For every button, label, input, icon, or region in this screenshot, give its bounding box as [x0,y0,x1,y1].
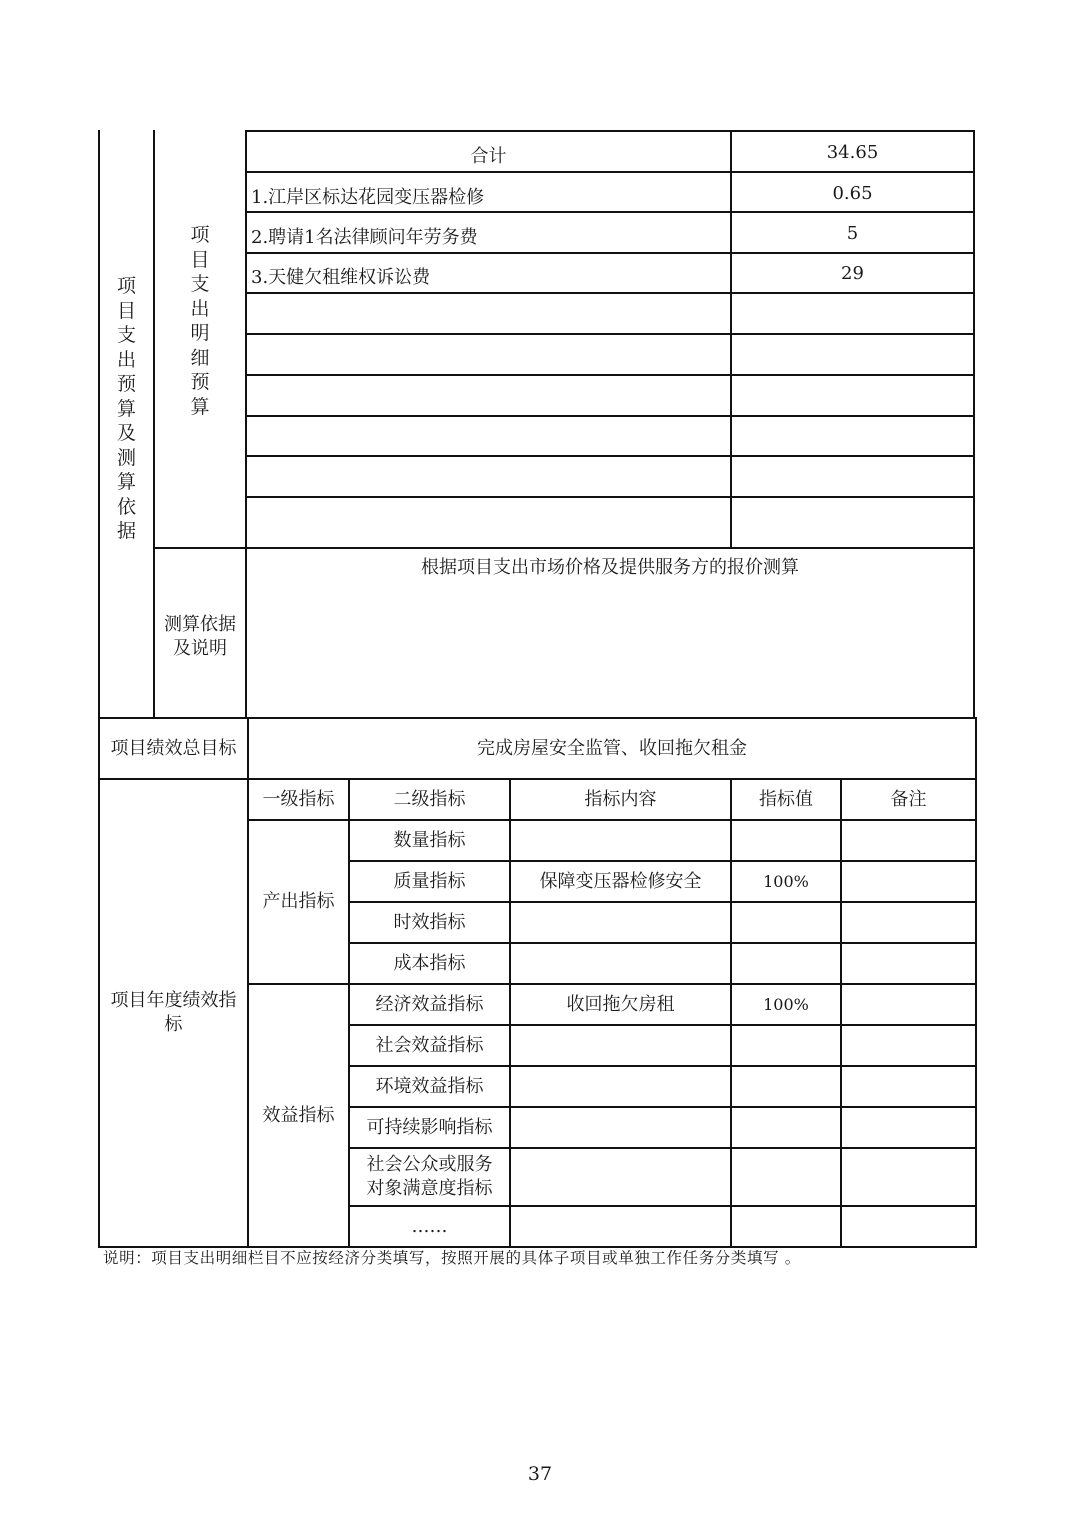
label-char: 支 [116,324,136,346]
grid-line [245,333,975,335]
value-cell [731,1148,841,1206]
value-cell [731,820,841,861]
content-cell [510,1025,731,1066]
note-cell [841,1025,976,1066]
label-char: 明 [190,322,210,344]
level2-cell: 社会效益指标 [349,1025,510,1066]
level2-cell: 环境效益指标 [349,1066,510,1107]
grid-line [245,211,975,213]
label-char: 算 [116,397,136,420]
note-cell [841,820,976,861]
content-cell: 保障变压器检修安全 [510,861,731,902]
border-right [973,130,975,718]
label-char: 依 [116,495,136,518]
label-char: 项 [190,224,210,246]
label-char: 预 [116,373,136,395]
item-amount: 0.65 [832,183,873,204]
detail-budget-label [155,223,245,419]
value-cell [731,1107,841,1148]
item-amount: 29 [841,263,864,284]
border-col3 [245,130,247,718]
level2-cell: 可持续影响指标 [349,1107,510,1148]
level2-line: 社会公众或服务 [366,1154,493,1175]
basis-label-line: 测算依据 [164,614,236,635]
content-cell [510,1107,731,1148]
note-cell [841,1107,976,1148]
grid-line [245,415,975,417]
note-cell [841,861,976,902]
annual-indicator-label [99,779,248,1247]
item-amount: 5 [846,223,859,244]
grid-line [153,547,975,549]
label-char: 目 [190,248,210,271]
label-char: 细 [190,346,210,369]
grid-line [245,374,975,376]
value-cell [731,1025,841,1066]
page-number: 37 [527,1463,553,1485]
note-cell [841,1066,976,1107]
table-row [99,779,976,820]
grid-line [245,171,975,173]
header-level2: 二级指标 [349,779,510,820]
label-line: 项目年度绩效指 [110,990,237,1011]
note-cell [841,1206,976,1247]
level2-line: 对象满意度指标 [366,1178,493,1199]
level2-cell: 质量指标 [349,861,510,902]
content-cell: 收回拖欠房租 [510,984,731,1025]
label-char: 出 [116,348,136,371]
note-cell [841,1148,976,1206]
content-cell [510,820,731,861]
label-char: 算 [116,471,136,493]
label-char: 算 [190,395,210,418]
label-char: 预 [190,371,210,393]
content-cell [510,902,731,943]
header-level1: 一级指标 [248,779,349,820]
level2-cell: …… [349,1206,510,1247]
value-cell [731,943,841,984]
benefit-group: 效益指标 [248,984,349,1247]
level2-cell: 时效指标 [349,902,510,943]
note-cell [841,943,976,984]
basis-text: 根据项目支出市场价格及提供服务方的报价测算 [421,557,799,578]
content-cell [510,1148,731,1206]
value-cell [731,1066,841,1107]
budget-section [98,130,975,718]
budget-section-label [100,274,153,544]
goal-text: 完成房屋安全监管、收回拖欠租金 [248,718,976,779]
goal-label: 项目绩效总目标 [99,718,248,779]
value-cell [731,902,841,943]
total-value: 34.65 [826,142,879,163]
label-char: 测 [116,446,136,469]
item-name: 2.聘请1名法律顾问年劳务费 [251,227,478,248]
label-char: 支 [190,273,210,295]
total-label: 合计 [470,146,507,167]
level2-cell [349,1148,510,1206]
value-cell [731,1206,841,1247]
content-cell [510,1066,731,1107]
note-cell [841,902,976,943]
item-name: 3.天健欠租维权诉讼费 [251,267,431,288]
label-char: 目 [116,299,136,322]
level2-cell: 数量指标 [349,820,510,861]
label-char: 出 [190,297,210,320]
label-line: 标 [164,1014,183,1035]
basis-label [155,613,245,661]
grid-line [245,252,975,254]
content-cell [510,1206,731,1247]
note-cell [841,984,976,1025]
header-note: 备注 [841,779,976,820]
label-char: 及 [116,422,136,444]
value-cell: 100% [731,984,841,1025]
level2-cell: 经济效益指标 [349,984,510,1025]
item-name: 1.江岸区标达花园变压器检修 [251,187,485,208]
header-value: 指标值 [731,779,841,820]
content-cell [510,943,731,984]
grid-line [245,130,975,132]
label-char: 据 [116,520,136,542]
footnote: 说明：项目支出明细栏目不应按经济分类填写，按照开展的具体子项目或单独工作任务分类填写 。 [103,1249,801,1267]
grid-line [245,455,975,457]
basis-label-line: 及说明 [173,638,227,659]
grid-line [245,292,975,294]
value-cell: 100% [731,861,841,902]
level2-cell: 成本指标 [349,943,510,984]
table-row [99,718,976,779]
grid-line [245,496,975,498]
output-group: 产出指标 [248,820,349,984]
performance-table [98,717,977,1248]
header-content: 指标内容 [510,779,731,820]
label-char: 项 [116,275,136,297]
